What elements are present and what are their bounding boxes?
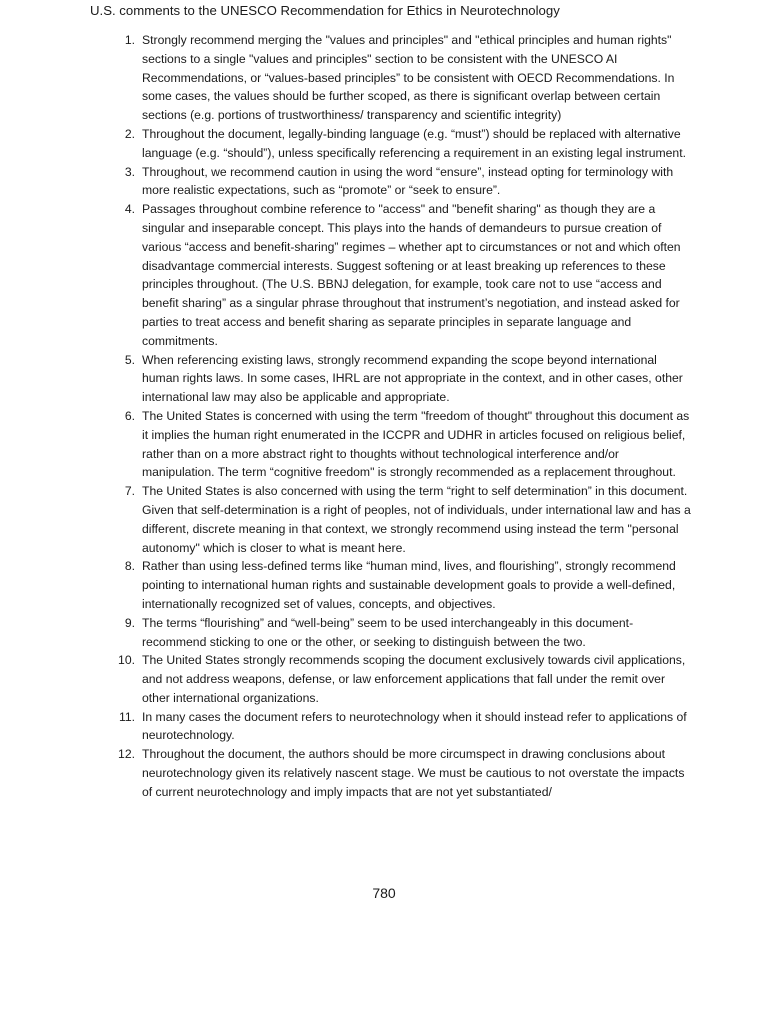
item-number: 8. (124, 559, 135, 574)
list-item (113, 31, 691, 125)
item-number: 12. (118, 747, 135, 762)
item-number: 1. (124, 33, 135, 47)
item-number: 7. (124, 484, 135, 499)
item-text: Passages throughout combine reference to "access" and "benefit sharing" as though they are a singular and inseparable concept. This plays into the hands of demandeurs to pursue creation of various “access and benefit-sharing” regimes – whether apt to circumstances or not and which often disadvantage commercial interests. Suggest softening or at least breaking up references to these principles throughout. (The U.S. BBNJ delegation, for example, took care not to use “access and benefit sharing” as a singular phrase throughout that instrument’s negotiation, and instead asked for parties to treat access and benefit sharing as separate principles in separate language and commitments. (142, 202, 681, 348)
item-text: In many cases the document refers to neurotechnology when it should instead refer to applications of neurotechnology. (142, 709, 687, 743)
item-number: 5. (124, 352, 135, 367)
list-item (113, 708, 691, 746)
list-item (113, 482, 691, 557)
list-item (113, 557, 691, 613)
item-number: 3. (124, 164, 135, 179)
item-text: Strongly recommend merging the "values and principles" and "ethical principles and human rights" sections to a single "values and principles" section to be consistent with the UNESCO AI Recommendations, or “values-based principles” to be consistent with OECD Recommendations. In some cases, the values should be further scoped, as there is significant overlap between certain sections (e.g. portions of trustworthiness/ transparency and scientific integrity) (142, 33, 675, 123)
item-text: The terms “flourishing” and “well-being” seem to be used interchangeably in this document- recommend sticking to one or the other, or seeking to distinguish between the two. (142, 615, 634, 649)
item-text: Rather than using less-defined terms like “human mind, lives, and flourishing”, strongly recommend pointing to international human rights and sustainable development goals to provide a well-defined, internationally recognized set of values, concepts, and objectives. (142, 559, 676, 611)
list-item (113, 351, 691, 407)
page-title: U.S. comments to the UNESCO Recommendation for Ethics in Neurotechnology (90, 3, 560, 18)
item-text: Throughout, we recommend caution in using the word “ensure”, instead opting for terminology with more realistic expectations, such as “promote” or “seek to ensure”. (142, 164, 674, 198)
list-item (113, 614, 691, 652)
item-text: When referencing existing laws, strongly recommend expanding the scope beyond international human rights laws. In some cases, IHRL are not appropriate in the context, and in other cases, other international law may also be applicable and appropriate. (142, 352, 683, 405)
item-number: 10. (118, 653, 135, 668)
item-text: The United States strongly recommends scoping the document exclusively towards civil applications, and not address weapons, defense, or law enforcement applications that fall under the remit over other international organizations. (142, 653, 686, 705)
item-text: Throughout the document, the authors should be more circumspect in drawing conclusions about neurotechnology given its relatively nascent stage. We must be cautious to not overstate the impacts of current neurotechnology and imply impacts that are not yet substantiated/ (142, 747, 685, 799)
item-number: 6. (124, 408, 135, 423)
item-text: Throughout the document, legally-binding language (e.g. “must”) should be replaced with alternative language (e.g. “should”), unless specifically referencing a requirement in an existing legal instrument. (142, 126, 686, 160)
list-item (113, 200, 691, 350)
item-number: 2. (124, 126, 135, 141)
comments-list (113, 31, 691, 802)
list-item (113, 163, 691, 201)
item-number: 4. (124, 202, 135, 217)
page-number: 780 (372, 885, 396, 901)
item-number: 11. (118, 709, 135, 724)
list-item (113, 745, 691, 801)
list-item (113, 651, 691, 707)
list-item (113, 125, 691, 163)
item-text: The United States is concerned with using the term "freedom of thought" throughout this document as it implies the human right enumerated in the ICCPR and UDHR in articles focused on religious belief, rather than on a more abstract right to thoughts without technological interference and/or manipulation. The term “cognitive freedom" is strongly recommended as a replacement throughout. (142, 408, 690, 480)
item-text: The United States is also concerned with using the term “right to self determination” in this document. Given that self-determination is a right of peoples, not of individuals, under international law and has a different, discrete meaning in that context, we strongly recommend using instead the term "personal autonomy" which is closer to what is meant here. (142, 484, 691, 555)
item-number: 9. (124, 615, 135, 630)
list-item (113, 407, 691, 482)
